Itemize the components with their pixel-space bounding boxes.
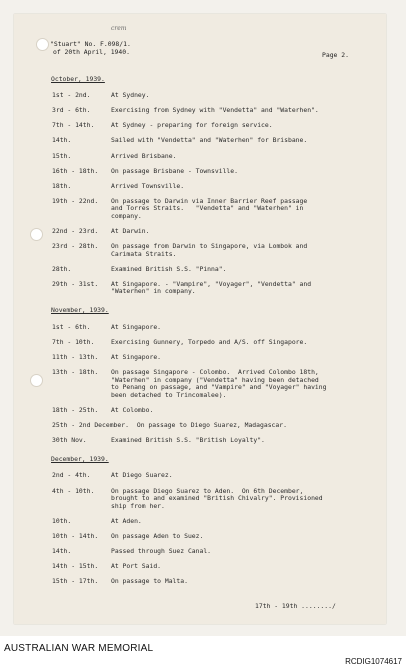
- entry-text: "Waterhen" in company.: [111, 287, 196, 296]
- entry-date: 10th.: [52, 516, 72, 525]
- entry-date: 19th - 22nd.: [52, 196, 99, 205]
- entry-text: Exercising Gunnery, Torpedo and A/S. off Singapore.: [111, 337, 308, 346]
- entry-date: 3rd - 6th.: [52, 106, 91, 115]
- punch-hole: [30, 374, 43, 387]
- reference-date: of 20th April, 1940.: [53, 48, 130, 56]
- punch-hole: [36, 38, 49, 51]
- entry-text: brought to and examined "British Chivalry". Provisioned: [111, 494, 323, 503]
- entry-text: On passage to Diego Suarez, Madagascar.: [129, 420, 287, 429]
- entry-text: Examined British S.S. "British Loyalty".: [111, 435, 265, 444]
- section-heading: November, 1939.: [51, 306, 109, 315]
- entry-date: 15th.: [52, 151, 72, 160]
- entry-date: 15th - 17th.: [52, 576, 99, 585]
- entry-text: At Diego Suarez.: [111, 471, 173, 480]
- entry-date: 18th.: [52, 181, 72, 190]
- section-heading: October, 1939.: [51, 75, 105, 83]
- entry-date: 13th - 18th.: [52, 367, 99, 376]
- entry-date: 4th - 10th.: [52, 486, 95, 495]
- entry-date: 25th - 2nd December.: [52, 420, 129, 429]
- entry-date: 14th - 15th.: [52, 561, 99, 570]
- entry-text: On passage to Darwin via Inner Barrier Reef passage: [111, 196, 308, 205]
- footer-bar: [0, 636, 406, 666]
- entry-date: 22nd - 23rd.: [52, 226, 99, 235]
- entry-date: 10th - 14th.: [52, 531, 99, 540]
- entry-text: Examined British S.S. "Pinna".: [111, 264, 227, 273]
- entry-text: At Singapore.: [111, 322, 162, 331]
- entry-text: Passed through Suez Canal.: [111, 546, 212, 555]
- entry-text: On passage to Malta.: [111, 576, 188, 585]
- entry-text: At Colombo.: [111, 405, 154, 414]
- entry-date: 11th - 13th.: [52, 352, 99, 361]
- entry-date: 2nd - 4th.: [52, 471, 91, 480]
- entry-date: 28th.: [52, 264, 72, 273]
- record-id: RCDIG1074617: [345, 657, 402, 666]
- entry-text: Arrived Brisbane.: [111, 151, 177, 160]
- continuation-note: 17th - 19th ......../: [255, 602, 336, 610]
- entry-text: ship from her.: [111, 501, 165, 510]
- entry-text: been detached to Trincomalee).: [111, 390, 227, 399]
- entry-date: 16th - 18th.: [52, 166, 99, 175]
- entry-text: On passage Brisbane - Townsville.: [111, 166, 238, 175]
- section-heading: December, 1939.: [51, 455, 109, 464]
- entry-date: 30th Nov.: [52, 435, 87, 444]
- entry-date: 23rd - 28th.: [52, 241, 99, 250]
- entry-date: 7th - 14th.: [52, 121, 95, 130]
- entry-date: 1st - 2nd.: [52, 91, 91, 100]
- entry-text: Arrived Townsville.: [111, 181, 185, 190]
- entry-text: At Singapore.: [111, 352, 162, 361]
- reference-number: "Stuart" No. F.098/1.: [50, 40, 131, 48]
- entry-text: Sailed with "Vendetta" and "Waterhen" for Brisbane.: [111, 136, 308, 145]
- entry-text: At Sydney - preparing for foreign service.: [111, 121, 273, 130]
- entry-text: and Torres Straits. "Vendetta" and "Waterhen" in: [111, 204, 304, 213]
- entry-text: On passage from Darwin to Singapore, via Lombok and: [111, 241, 308, 250]
- entry-text: At Sydney.: [111, 91, 150, 100]
- entry-date: 7th - 10th.: [52, 337, 95, 346]
- entry-date: 18th - 25th.: [52, 405, 99, 414]
- entry-text: "Waterhen" in company ("Vendetta" having been detached: [111, 375, 319, 384]
- handwritten-mark: crem: [111, 25, 127, 32]
- entry-text: Exercising from Sydney with "Vendetta" and "Waterhen".: [111, 106, 319, 115]
- punch-hole: [30, 228, 43, 241]
- entry-date: 1st - 6th.: [52, 322, 91, 331]
- entry-text: At Darwin.: [111, 226, 150, 235]
- entry-text: At Singapore. - "Vampire", "Voyager", "Vendetta" and: [111, 279, 312, 288]
- entry-text: On passage Aden to Suez.: [111, 531, 204, 540]
- institution-name: AUSTRALIAN WAR MEMORIAL: [4, 643, 154, 654]
- entry-text: At Aden.: [111, 516, 142, 525]
- entry-text: On passage Diego Suarez to Aden. On 6th December,: [111, 486, 304, 495]
- entry-text: company.: [111, 211, 142, 220]
- entry-date: 14th.: [52, 136, 72, 145]
- entry-text: Carimata Straits.: [111, 249, 177, 258]
- entry-text: On passage Singapore - Colombo. Arrived Colombo 18th,: [111, 367, 319, 376]
- entry-text: to Penang on passage, and "Vampire" and "Voyager" having: [111, 383, 327, 392]
- entry-text: At Port Said.: [111, 561, 162, 570]
- entry-date: 29th - 31st.: [52, 279, 99, 288]
- page-number: Page 2.: [322, 51, 349, 59]
- entry-date: 14th.: [52, 546, 72, 555]
